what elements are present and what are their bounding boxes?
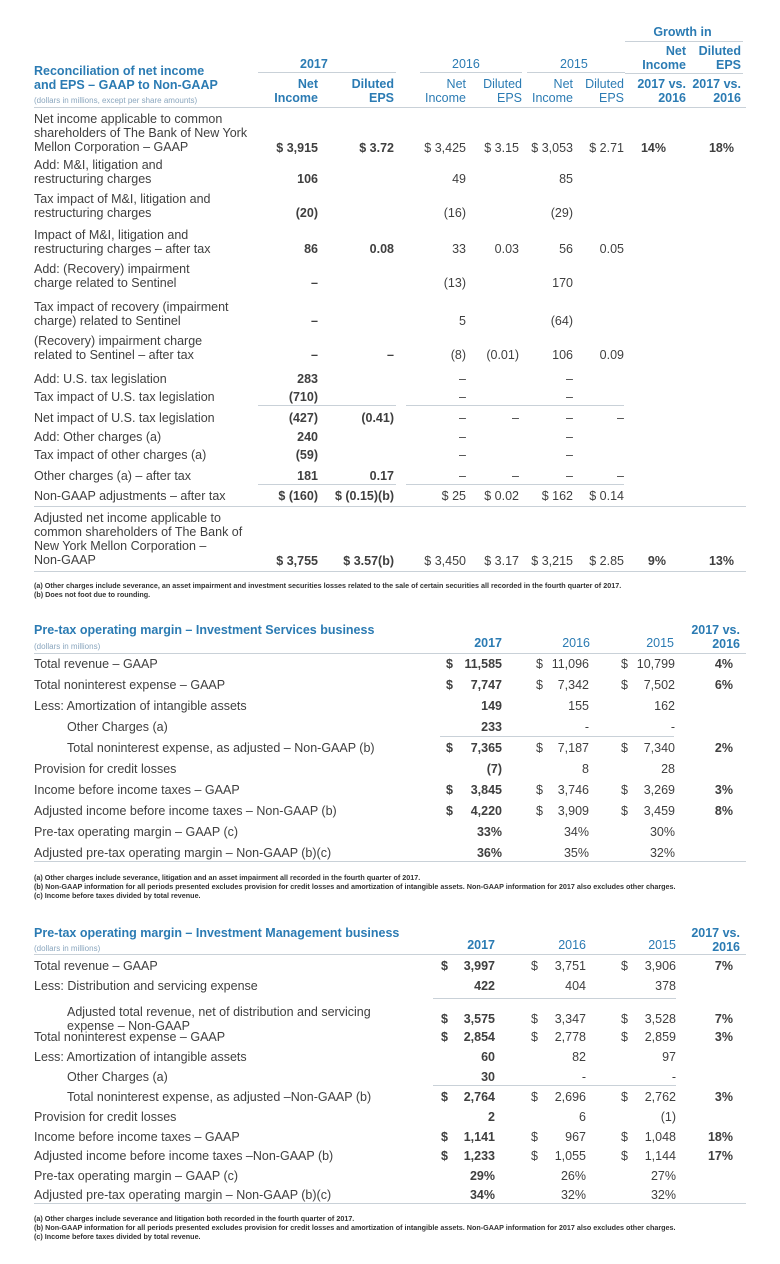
dollar-sign-2017: $ xyxy=(446,678,453,692)
value-2017: 30 xyxy=(481,1070,495,1084)
dollar-sign-2016: $ xyxy=(536,657,543,671)
value-2015: 1,144 xyxy=(644,1149,676,1163)
reconciliation-title-line1: Reconciliation of net income xyxy=(34,64,205,78)
year-2016-header: 2016 xyxy=(452,57,480,71)
row-label: Less: Amortization of intangible assets xyxy=(34,699,247,713)
row-label: Impact of M&I, litigation and xyxy=(34,228,189,242)
dollar-sign-2017: $ xyxy=(441,1149,448,1163)
dollar-sign-2015: $ xyxy=(621,1090,628,1104)
net-income-2017: (59) xyxy=(295,448,318,462)
row-label: charge) related to Sentinel xyxy=(34,314,181,328)
net-income-2015: – xyxy=(566,469,573,483)
growth-value: 3% xyxy=(714,783,733,797)
net-income-2015: – xyxy=(566,448,573,462)
net-income-2015: 170 xyxy=(552,276,573,290)
row-label: New York Mellon Corporation – xyxy=(34,539,207,553)
row-label: charge related to Sentinel xyxy=(34,276,177,290)
investment-management-title: Pre-tax operating margin – Investment Management business xyxy=(34,926,400,940)
value-2017: 2,764 xyxy=(463,1090,495,1104)
value-2016: 2,696 xyxy=(554,1090,586,1104)
growth-value: 3% xyxy=(714,1030,733,1044)
net-income-2017: (20) xyxy=(295,206,318,220)
value-2016: 35% xyxy=(563,846,589,860)
growth-value: 7% xyxy=(714,1012,733,1026)
row-label: Adjusted total revenue, net of distribution and servicing xyxy=(67,1005,371,1019)
net-income-2015: 85 xyxy=(559,172,573,186)
value-2016: 155 xyxy=(568,699,589,713)
net-income-2015: – xyxy=(566,390,573,404)
net-income-2015: $ 162 xyxy=(541,489,573,503)
value-2017: 2 xyxy=(488,1110,495,1124)
value-2017: 4,220 xyxy=(470,804,502,818)
row-label: Provision for credit losses xyxy=(34,762,177,776)
dollar-sign-2017: $ xyxy=(441,1012,448,1026)
net-income-2016: – xyxy=(459,390,466,404)
value-2017: 1,141 xyxy=(463,1130,495,1144)
dollar-sign-2015: $ xyxy=(621,678,628,692)
net-income-2016: 5 xyxy=(459,314,466,328)
value-2016: 3,347 xyxy=(554,1012,586,1026)
diluted-eps-2017: 0.17 xyxy=(369,469,394,483)
diluted-eps-2016: $ 3.15 xyxy=(484,141,519,155)
growth-value: 4% xyxy=(714,657,733,671)
dollar-sign-2015: $ xyxy=(621,804,628,818)
net-income-2016: 49 xyxy=(452,172,466,186)
row-label: Add: Other charges (a) xyxy=(34,430,162,444)
net-income-2017: – xyxy=(311,314,318,328)
dollar-sign-2016: $ xyxy=(536,741,543,755)
value-2017: 11,585 xyxy=(464,657,502,671)
value-2015: 3,269 xyxy=(643,783,675,797)
diluted-eps-2017: (0.41) xyxy=(361,411,394,425)
row-label: Adjusted income before income taxes – Non-GAAP (b) xyxy=(34,804,337,818)
net-income-2015: – xyxy=(566,411,573,425)
value-2017: (7) xyxy=(486,762,502,776)
diluted-eps-2015: 0.05 xyxy=(599,242,624,256)
value-2016: 2,778 xyxy=(554,1030,586,1044)
diluted-eps-2016: – xyxy=(512,411,519,425)
row-label: Adjusted pre-tax operating margin – Non-GAAP (b)(c) xyxy=(34,1188,332,1202)
year-2015-header: 2015 xyxy=(560,57,588,71)
row-divider xyxy=(258,405,396,406)
is-footnote-c: (c) Income before taxes divided by total revenue. xyxy=(34,891,201,900)
value-2016: 32% xyxy=(560,1188,586,1202)
row-label: Non-GAAP adjustments – after tax xyxy=(34,489,226,503)
dollar-sign-2016: $ xyxy=(536,678,543,692)
dollar-sign-2015: $ xyxy=(621,1149,628,1163)
row-label: Tax impact of U.S. tax legislation xyxy=(34,390,215,404)
value-2015: 32% xyxy=(649,846,675,860)
row-label: Total revenue – GAAP xyxy=(34,657,158,671)
reconciliation-title-line2: and EPS – GAAP to Non-GAAP xyxy=(34,78,218,92)
value-2015: 27% xyxy=(650,1169,676,1183)
growth-net-income-header: Net Income xyxy=(642,44,686,72)
value-2015: 32% xyxy=(650,1188,676,1202)
value-2016: 7,187 xyxy=(557,741,589,755)
dollar-sign-2017: $ xyxy=(446,741,453,755)
value-2015: 3,906 xyxy=(644,959,676,973)
value-2016: 34% xyxy=(563,825,589,839)
row-label: Adjusted income before income taxes –Non-GAAP (b) xyxy=(34,1149,334,1163)
diluted-eps-2016: (0.01) xyxy=(486,348,519,362)
diluted-eps-2017-header: Diluted EPS xyxy=(351,77,394,105)
row-label: Pre-tax operating margin – GAAP (c) xyxy=(34,1169,239,1183)
net-income-2016: (16) xyxy=(443,206,466,220)
diluted-eps-2015: – xyxy=(617,411,624,425)
dollar-sign-2016: $ xyxy=(531,1149,538,1163)
value-2016: 3,751 xyxy=(554,959,586,973)
growth-value: 2% xyxy=(714,741,733,755)
row-label: Other charges (a) – after tax xyxy=(34,469,192,483)
value-2016: 1,055 xyxy=(554,1149,586,1163)
value-2017: 7,365 xyxy=(470,741,502,755)
dollar-sign-2015: $ xyxy=(621,741,628,755)
investment-management-subtitle: (dollars in millions) xyxy=(34,944,101,953)
growth-value: 17% xyxy=(707,1149,733,1163)
diluted-eps-2015: $ 2.85 xyxy=(589,554,624,568)
growth-net-income: 14% xyxy=(640,141,666,155)
diluted-eps-2017: $ 3.57(b) xyxy=(343,554,394,568)
dollar-sign-2017: $ xyxy=(441,959,448,973)
investment-services-title: Pre-tax operating margin – Investment Services business xyxy=(34,623,375,637)
value-2017: 7,747 xyxy=(470,678,502,692)
net-income-2017: 283 xyxy=(297,372,318,386)
net-income-2017: – xyxy=(311,276,318,290)
im-footnote-a: (a) Other charges include severance and litigation both recorded in the fourth quarter of 2017. xyxy=(34,1214,355,1223)
row-label: Total noninterest expense – GAAP xyxy=(34,1030,226,1044)
im-year-2015: 2015 xyxy=(648,938,676,952)
is-year-2017: 2017 xyxy=(474,636,502,650)
net-income-2016: 33 xyxy=(452,242,466,256)
value-2015: 97 xyxy=(662,1050,676,1064)
row-label: Provision for credit losses xyxy=(34,1110,177,1124)
net-income-2015: 106 xyxy=(552,348,573,362)
row-label: Add: U.S. tax legislation xyxy=(34,372,167,386)
dollar-sign-2017: $ xyxy=(441,1130,448,1144)
diluted-eps-2016: $ 0.02 xyxy=(484,489,519,503)
row-label: Total noninterest expense – GAAP xyxy=(34,678,226,692)
net-income-2017-header: Net Income xyxy=(274,77,318,105)
row-label: Tax impact of M&I, litigation and xyxy=(34,192,211,206)
dollar-sign-2015: $ xyxy=(621,959,628,973)
diluted-eps-2015: $ 2.71 xyxy=(589,141,624,155)
row-label: Less: Amortization of intangible assets xyxy=(34,1050,247,1064)
row-label: shareholders of The Bank of New York xyxy=(34,126,248,140)
net-income-2016: – xyxy=(459,430,466,444)
im-year-2016: 2016 xyxy=(558,938,586,952)
row-label: Non-GAAP xyxy=(34,553,96,567)
net-income-2016: – xyxy=(459,372,466,386)
dollar-sign-2017: $ xyxy=(441,1030,448,1044)
net-income-2016: $ 3,425 xyxy=(424,141,466,155)
diluted-eps-2016-header: Diluted EPS xyxy=(483,77,522,105)
value-2016: 3,909 xyxy=(557,804,589,818)
diluted-eps-2015: $ 0.14 xyxy=(589,489,624,503)
value-2017: 33% xyxy=(476,825,502,839)
row-label: Less: Distribution and servicing expense xyxy=(34,979,258,993)
value-2015: 30% xyxy=(649,825,675,839)
value-2016: - xyxy=(584,720,589,734)
im-footnote-b: (b) Non-GAAP information for all periods presented excludes provision for credit losses and amortization of intangible assets. Non-GAAP information for 2017 also excludes other charges. xyxy=(34,1223,676,1232)
net-income-2015: 56 xyxy=(559,242,573,256)
dollar-sign-2016: $ xyxy=(536,804,543,818)
dollar-sign-2016: $ xyxy=(531,1130,538,1144)
net-income-2017: $ (160) xyxy=(278,489,318,503)
row-label: restructuring charges xyxy=(34,206,152,220)
value-2017: 1,233 xyxy=(463,1149,495,1163)
row-label: expense – Non-GAAP xyxy=(67,1019,190,1033)
diluted-eps-2016: – xyxy=(512,469,519,483)
row-label: Income before income taxes – GAAP xyxy=(34,1130,240,1144)
dollar-sign-2017: $ xyxy=(446,657,453,671)
net-income-2016: – xyxy=(459,469,466,483)
diluted-eps-2017: $ (0.15)(b) xyxy=(334,489,394,503)
row-label: Tax impact of other charges (a) xyxy=(34,448,207,462)
net-income-2017: $ 3,755 xyxy=(276,554,318,568)
im-footnote-c: (c) Income before taxes divided by total revenue. xyxy=(34,1232,201,1241)
growth-diluted-eps: 13% xyxy=(708,554,734,568)
row-label: Other Charges (a) xyxy=(67,720,168,734)
net-income-2015: $ 3,053 xyxy=(531,141,573,155)
year-2017-header: 2017 xyxy=(300,57,328,71)
value-2017: 29% xyxy=(469,1169,495,1183)
value-2016: 3,746 xyxy=(557,783,589,797)
value-2017: 2,854 xyxy=(463,1030,495,1044)
growth-value: 8% xyxy=(714,804,733,818)
row-divider xyxy=(258,484,396,485)
value-2017: 3,575 xyxy=(463,1012,495,1026)
value-2015: 2,859 xyxy=(644,1030,676,1044)
net-income-2016: $ 25 xyxy=(441,489,466,503)
dollar-sign-2016: $ xyxy=(531,1030,538,1044)
row-label: Other Charges (a) xyxy=(67,1070,168,1084)
row-divider xyxy=(34,1203,746,1204)
value-2017: 422 xyxy=(474,979,495,993)
value-2016: 7,342 xyxy=(557,678,589,692)
row-divider xyxy=(34,861,746,862)
growth-diluted-eps-header: Diluted EPS xyxy=(698,44,741,72)
row-divider xyxy=(433,1085,676,1086)
value-2016: 6 xyxy=(579,1110,586,1124)
row-label: (Recovery) impairment charge xyxy=(34,334,203,348)
growth-header: Growth in xyxy=(653,25,712,39)
value-2017: 233 xyxy=(481,720,502,734)
value-2017: 3,845 xyxy=(470,783,502,797)
net-income-2017: 86 xyxy=(304,242,318,256)
diluted-eps-2017: – xyxy=(387,348,394,362)
value-2017: 149 xyxy=(481,699,502,713)
dollar-sign-2015: $ xyxy=(621,1012,628,1026)
row-label: Net income applicable to common xyxy=(34,112,223,126)
row-label: Pre-tax operating margin – GAAP (c) xyxy=(34,825,239,839)
value-2016: - xyxy=(581,1070,586,1084)
row-label: Add: (Recovery) impairment xyxy=(34,262,190,276)
dollar-sign-2016: $ xyxy=(531,959,538,973)
diluted-eps-2017: $ 3.72 xyxy=(359,141,394,155)
row-label: Total noninterest expense, as adjusted – Non-GAAP (b) xyxy=(67,741,375,755)
growth-value: 18% xyxy=(707,1130,733,1144)
value-2015: 162 xyxy=(654,699,675,713)
row-label: Adjusted net income applicable to xyxy=(34,511,221,525)
value-2015: - xyxy=(671,1070,676,1084)
is-footnote-b: (b) Non-GAAP information for all periods presented excludes provision for credit losses and amortization of intangible assets. Non-GAAP information for 2017 also excludes other charges. xyxy=(34,882,676,891)
is-year-2015: 2015 xyxy=(646,636,674,650)
value-2017: 60 xyxy=(481,1050,495,1064)
net-income-2017: 240 xyxy=(297,430,318,444)
dollar-sign-2016: $ xyxy=(531,1090,538,1104)
reconciliation-footnote-b: (b) Does not foot due to rounding. xyxy=(34,590,151,599)
value-2015: 7,502 xyxy=(643,678,675,692)
value-2016: 404 xyxy=(565,979,586,993)
growth-value: 6% xyxy=(714,678,733,692)
value-2015: 3,528 xyxy=(644,1012,676,1026)
growth-value: 7% xyxy=(714,959,733,973)
value-2015: (1) xyxy=(660,1110,676,1124)
net-income-2015: $ 3,215 xyxy=(531,554,573,568)
diluted-eps-2015: 0.09 xyxy=(599,348,624,362)
value-2015: 3,459 xyxy=(643,804,675,818)
net-income-2016: – xyxy=(459,411,466,425)
diluted-eps-2015-header: Diluted EPS xyxy=(585,77,624,105)
growth-value: 3% xyxy=(714,1090,733,1104)
net-income-2015: (64) xyxy=(550,314,573,328)
dollar-sign-2016: $ xyxy=(531,1012,538,1026)
row-label: Total revenue – GAAP xyxy=(34,959,158,973)
value-2015: 378 xyxy=(655,979,676,993)
growth-net-income-period: 2017 vs. 2016 xyxy=(637,77,686,105)
is-year-2016: 2016 xyxy=(562,636,590,650)
dollar-sign-2016: $ xyxy=(536,783,543,797)
is-growth-header: 2017 vs. 2016 xyxy=(691,623,740,651)
row-divider xyxy=(34,506,746,507)
row-label: Mellon Corporation – GAAP xyxy=(34,140,189,154)
value-2017: 3,997 xyxy=(463,959,495,973)
net-income-2015: – xyxy=(566,430,573,444)
net-income-2016: – xyxy=(459,448,466,462)
value-2015: 2,762 xyxy=(644,1090,676,1104)
value-2017: 34% xyxy=(469,1188,495,1202)
im-year-2017: 2017 xyxy=(467,938,495,952)
investment-services-subtitle: (dollars in millions) xyxy=(34,642,101,651)
row-label: restructuring charges xyxy=(34,172,152,186)
dollar-sign-2015: $ xyxy=(621,1030,628,1044)
growth-net-income: 9% xyxy=(647,554,666,568)
net-income-2015: (29) xyxy=(550,206,573,220)
diluted-eps-2016: $ 3.17 xyxy=(484,554,519,568)
net-income-2016: (8) xyxy=(450,348,466,362)
row-label: restructuring charges – after tax xyxy=(34,242,211,256)
value-2015: - xyxy=(670,720,675,734)
net-income-2016-header: Net Income xyxy=(425,77,466,105)
diluted-eps-2015: – xyxy=(617,469,624,483)
im-growth-header: 2017 vs. 2016 xyxy=(691,926,740,954)
net-income-2017: (710) xyxy=(288,390,318,404)
value-2015: 28 xyxy=(661,762,675,776)
reconciliation-footnote-a: (a) Other charges include severance, an asset impairment and investment securities losses related to the sale of certain securities all recorded in the fourth quarter of 2017. xyxy=(34,581,622,590)
value-2016: 8 xyxy=(582,762,589,776)
is-footnote-a: (a) Other charges include severance, litigation and an asset impairment all recorded in the fourth quarter of 2017. xyxy=(34,873,421,882)
row-divider xyxy=(34,571,746,572)
net-income-2017: 106 xyxy=(297,172,318,186)
row-divider xyxy=(406,405,624,406)
value-2016: 11,096 xyxy=(551,657,589,671)
row-divider xyxy=(433,998,676,999)
growth-diluted-eps: 18% xyxy=(708,141,734,155)
row-divider xyxy=(440,736,674,737)
row-label: Income before income taxes – GAAP xyxy=(34,783,240,797)
value-2016: 82 xyxy=(572,1050,586,1064)
value-2016: 967 xyxy=(565,1130,586,1144)
value-2015: 1,048 xyxy=(644,1130,676,1144)
value-2017: 36% xyxy=(476,846,502,860)
diluted-eps-2016: 0.03 xyxy=(494,242,519,256)
value-2015: 7,340 xyxy=(643,741,675,755)
net-income-2016: $ 3,450 xyxy=(424,554,466,568)
reconciliation-subtitle: (dollars in millions, except per share amounts) xyxy=(34,96,198,105)
row-label: Total noninterest expense, as adjusted –Non-GAAP (b) xyxy=(67,1090,372,1104)
row-label: common shareholders of The Bank of xyxy=(34,525,243,539)
diluted-eps-2017: 0.08 xyxy=(369,242,394,256)
net-income-2017: $ 3,915 xyxy=(276,141,318,155)
row-label: Net impact of U.S. tax legislation xyxy=(34,411,215,425)
value-2016: 26% xyxy=(560,1169,586,1183)
net-income-2015: – xyxy=(566,372,573,386)
dollar-sign-2017: $ xyxy=(441,1090,448,1104)
net-income-2016: (13) xyxy=(443,276,466,290)
dollar-sign-2017: $ xyxy=(446,804,453,818)
net-income-2017: (427) xyxy=(288,411,318,425)
dollar-sign-2015: $ xyxy=(621,657,628,671)
net-income-2015-header: Net Income xyxy=(532,77,573,105)
row-label: Adjusted pre-tax operating margin – Non-GAAP (b)(c) xyxy=(34,846,332,860)
net-income-2017: 181 xyxy=(297,469,318,483)
row-label: Tax impact of recovery (impairment xyxy=(34,300,229,314)
row-label: Add: M&I, litigation and xyxy=(34,158,163,172)
row-label: related to Sentinel – after tax xyxy=(34,348,194,362)
row-divider xyxy=(406,484,624,485)
dollar-sign-2017: $ xyxy=(446,783,453,797)
growth-eps-period: 2017 vs. 2016 xyxy=(692,77,741,105)
net-income-2017: – xyxy=(311,348,318,362)
dollar-sign-2015: $ xyxy=(621,1130,628,1144)
value-2015: 10,799 xyxy=(636,657,675,671)
dollar-sign-2015: $ xyxy=(621,783,628,797)
